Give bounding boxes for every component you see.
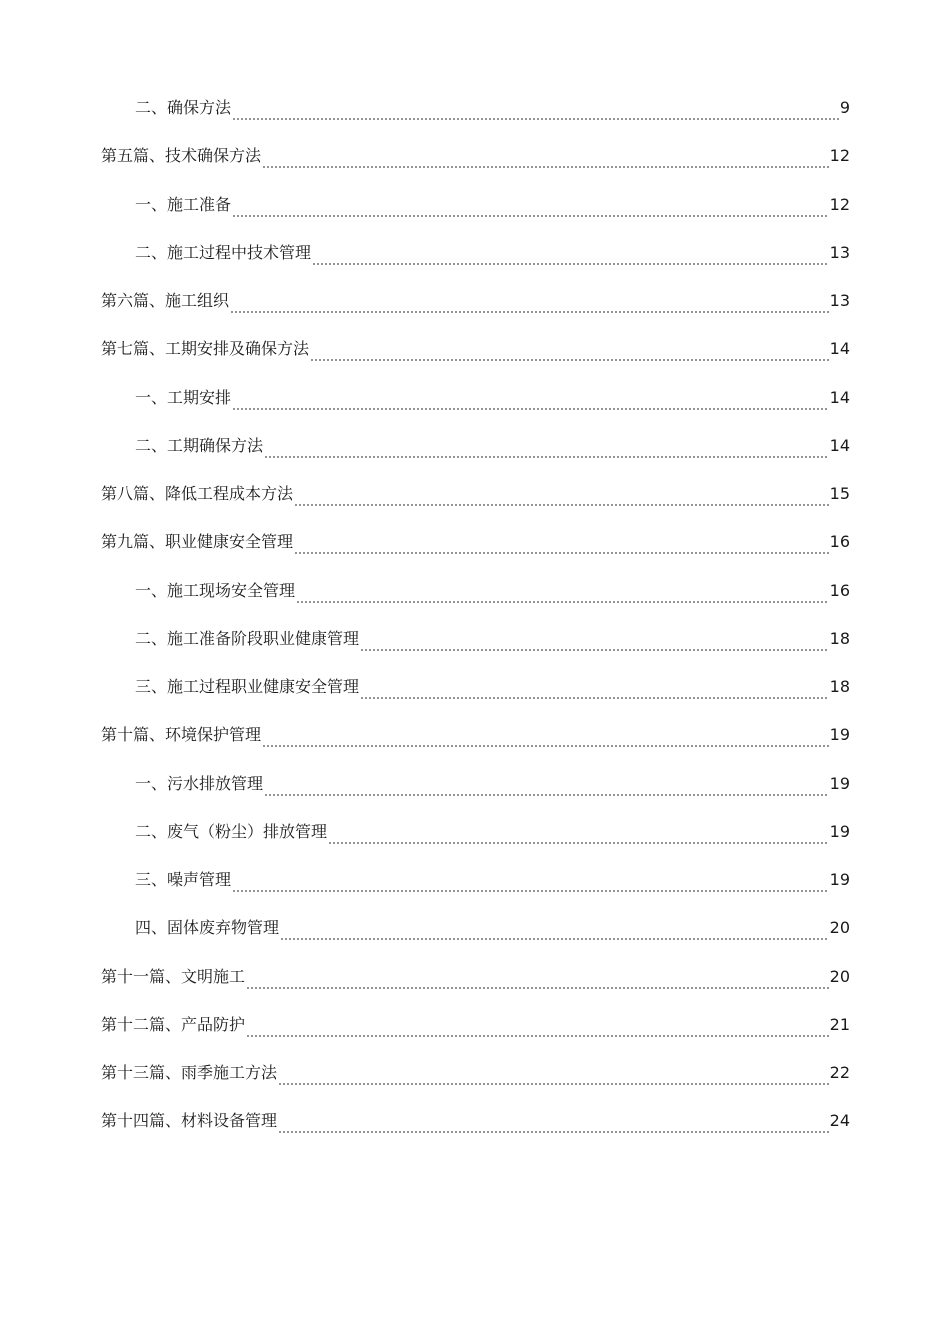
toc-entry-page-number: 18 [829, 677, 850, 696]
toc-entry-page-number: 13 [829, 242, 850, 262]
toc-entry-title: 一、污水排放管理 [135, 773, 264, 793]
toc-dot-leader [232, 890, 829, 892]
toc-entry[interactable] [101, 237, 850, 285]
toc-entry[interactable] [101, 1057, 850, 1105]
toc-entry-title: 第九篇、职业健康安全管理 [101, 532, 294, 552]
toc-dot-leader [262, 745, 829, 747]
toc-entry[interactable] [101, 719, 850, 767]
toc-dot-leader [264, 794, 829, 796]
toc-dot-leader [294, 552, 829, 554]
toc-dot-leader [264, 456, 829, 458]
toc-entry-page-number: 20 [829, 966, 850, 986]
toc-entry-title: 第七篇、工期安排及确保方法 [101, 339, 310, 359]
toc-entry[interactable] [101, 961, 850, 1009]
toc-entry-title: 第八篇、降低工程成本方法 [101, 484, 294, 503]
toc-dot-leader [246, 987, 829, 989]
toc-entry-page-number: 21 [829, 1014, 850, 1034]
toc-entry[interactable] [101, 140, 850, 188]
toc-entry-page-number: 16 [829, 532, 850, 552]
toc-dot-leader [360, 697, 829, 699]
toc-dot-leader [232, 215, 829, 217]
toc-entry[interactable] [101, 382, 850, 430]
toc-entry-title: 三、施工过程职业健康安全管理 [135, 677, 360, 696]
toc-entry-title: 第五篇、技术确保方法 [101, 146, 262, 166]
toc-entry-page-number: 20 [829, 918, 850, 938]
toc-entry[interactable] [101, 333, 850, 381]
toc-entry-title: 第十三篇、雨季施工方法 [101, 1063, 278, 1082]
toc-entry[interactable] [101, 816, 850, 864]
toc-entry-page-number: 19 [829, 725, 850, 745]
toc-entry-title: 一、工期安排 [135, 387, 232, 407]
toc-dot-leader [294, 504, 829, 506]
toc-entry[interactable] [101, 1105, 850, 1153]
toc-entry-title: 二、废气（粉尘）排放管理 [135, 821, 328, 841]
toc-entry-title: 第十篇、环境保护管理 [101, 725, 262, 745]
toc-entry-page-number: 14 [829, 435, 850, 455]
toc-entry-page-number: 19 [829, 821, 850, 841]
toc-entry[interactable] [101, 623, 850, 671]
toc-entry-page-number: 14 [829, 339, 850, 359]
toc-entry[interactable] [101, 864, 850, 912]
toc-entry[interactable] [101, 575, 850, 623]
toc-entry-title: 二、确保方法 [135, 98, 232, 117]
toc-entry[interactable] [101, 768, 850, 816]
toc-dot-leader [230, 311, 829, 313]
toc-entry-title: 二、施工准备阶段职业健康管理 [135, 628, 360, 648]
toc-dot-leader [312, 263, 829, 265]
toc-entry[interactable] [101, 430, 850, 478]
toc-entry[interactable] [101, 671, 850, 719]
toc-entry-page-number: 14 [829, 387, 850, 407]
toc-entry-page-number: 19 [829, 773, 850, 793]
toc-entry-title: 第十一篇、文明施工 [101, 966, 246, 986]
toc-entry-title: 二、施工过程中技术管理 [135, 242, 312, 262]
toc-entry[interactable] [101, 526, 850, 574]
toc-dot-leader [278, 1131, 829, 1133]
toc-entry[interactable] [101, 285, 850, 333]
toc-entry[interactable] [101, 912, 850, 960]
toc-entry-page-number: 18 [829, 628, 850, 648]
toc-entry-title: 一、施工现场安全管理 [135, 580, 296, 600]
toc-entry-page-number: 22 [829, 1063, 850, 1082]
toc-entry-title: 第六篇、施工组织 [101, 291, 230, 310]
toc-entry-title: 第十四篇、材料设备管理 [101, 1111, 278, 1131]
toc-entry-page-number: 24 [829, 1111, 850, 1131]
toc-entry-page-number: 13 [829, 291, 850, 310]
toc-dot-leader [232, 408, 829, 410]
toc-entry[interactable] [101, 1009, 850, 1057]
toc-dot-leader [360, 649, 829, 651]
table-of-contents [101, 92, 850, 1154]
toc-entry-page-number: 12 [829, 146, 850, 166]
toc-dot-leader [296, 601, 829, 603]
toc-dot-leader [310, 359, 829, 361]
toc-entry-page-number: 19 [829, 870, 850, 889]
toc-entry-title: 四、固体废弃物管理 [135, 918, 280, 938]
toc-entry[interactable] [101, 478, 850, 526]
toc-dot-leader [328, 842, 829, 844]
toc-entry-page-number: 9 [839, 98, 850, 117]
toc-dot-leader [278, 1083, 829, 1085]
toc-dot-leader [280, 938, 829, 940]
toc-entry-page-number: 12 [829, 194, 850, 214]
toc-entry-title: 一、施工准备 [135, 194, 232, 214]
toc-dot-leader [232, 118, 839, 120]
toc-dot-leader [246, 1035, 829, 1037]
toc-entry[interactable] [101, 189, 850, 237]
toc-entry-title: 第十二篇、产品防护 [101, 1014, 246, 1034]
toc-entry-page-number: 16 [829, 580, 850, 600]
toc-dot-leader [262, 166, 829, 168]
toc-entry[interactable] [101, 92, 850, 140]
toc-entry-title: 二、工期确保方法 [135, 435, 264, 455]
toc-entry-title: 三、噪声管理 [135, 870, 232, 889]
toc-entry-page-number: 15 [829, 484, 850, 503]
